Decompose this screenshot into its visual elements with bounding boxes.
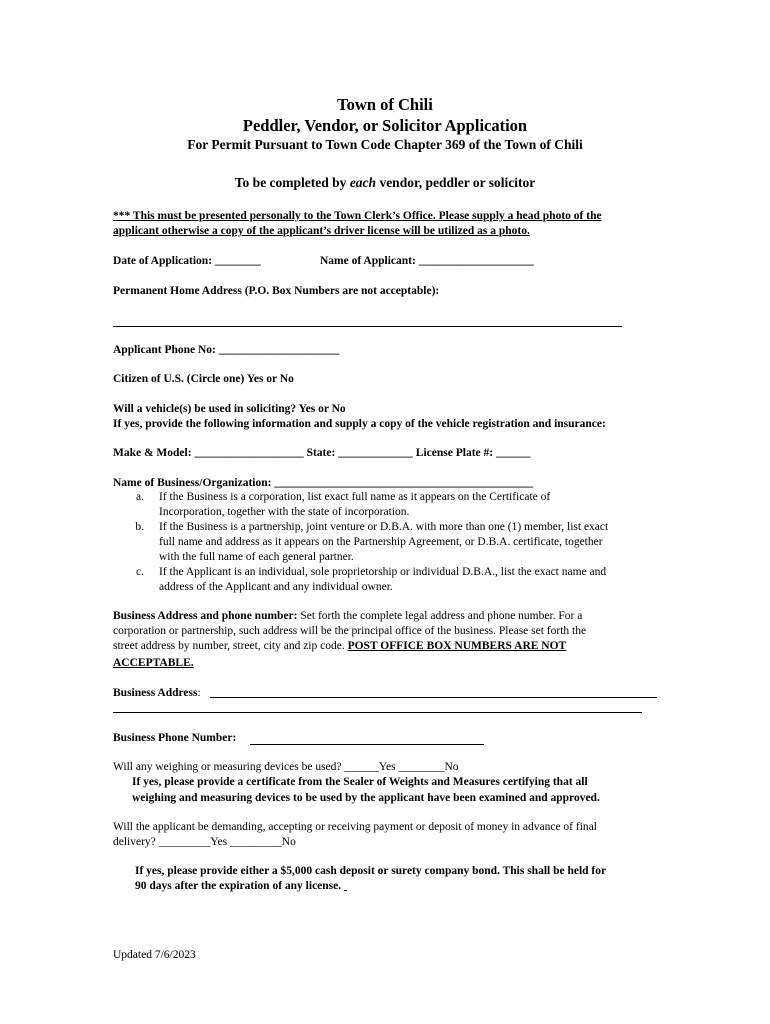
permit-line: For Permit Pursuant to Town Code Chapter 369 of the Town of Chili (187, 137, 583, 152)
weighing-question[interactable]: Will any weighing or measuring devices be used? ______Yes ________No (113, 761, 459, 773)
business-address-para-line-1 (113, 610, 582, 622)
business-phone-label: Business Phone Number: (113, 732, 237, 744)
list-marker: a. (136, 491, 144, 503)
list-text: address of the Applicant and any individual owner. (159, 581, 393, 593)
payment-question-2[interactable]: delivery? _________Yes _________No (113, 836, 296, 848)
date-of-application-field[interactable]: Date of Application: ________ (113, 255, 261, 267)
make-model-field[interactable]: Make & Model: ___________________ State: _____________ License Plate #: ______ (113, 447, 531, 459)
list-text: Incorporation, together with the state of incorporation. (159, 506, 410, 518)
po-box-warning: POST OFFICE BOX NUMBERS ARE NOT (347, 640, 567, 652)
weighing-note-2: weighing and measuring devices to be used by the applicant have been examined and approved. (132, 792, 600, 804)
payment-question-1: Will the applicant be demanding, accepting or receiving payment or deposit of money in advance of final (113, 821, 597, 833)
list-marker: c. (136, 566, 144, 578)
completed-suffix: vendor, peddler or solicitor (376, 175, 536, 190)
weighing-note-1: If yes, please provide a certificate from the Sealer of Weights and Measures certifying that all (132, 776, 588, 788)
business-address-para-line-3 (113, 640, 566, 652)
completed-each: each (349, 175, 377, 190)
business-address-line-2[interactable] (113, 712, 642, 713)
name-of-applicant-field[interactable]: Name of Applicant: ____________________ (320, 255, 534, 267)
page-title: Town of Chili (337, 95, 433, 114)
list-text: with the full name of each general partner. (159, 551, 354, 563)
business-address-para-line-2: corporation or partnership, such address will be the principal office of the business. Please set forth the (113, 625, 587, 637)
po-box-warning-2: ACCEPTABLE. (113, 657, 194, 669)
payment-note-1: If yes, please provide either a $5,000 cash deposit or surety company bond. This shall be held for (135, 865, 607, 877)
home-address-line[interactable] (113, 326, 622, 327)
completed-by-line (0, 175, 770, 191)
payment-note-2-blank (344, 880, 347, 892)
business-name-field[interactable]: Name of Business/Organization: _____________________________________________ (113, 477, 534, 489)
notice-line-2: applicant otherwise a copy of the applicant’s driver license will be utilized as a photo. (113, 225, 530, 237)
list-text: If the Applicant is an individual, sole proprietorship or individual D.B.A., list the exact name and (159, 566, 607, 578)
notice-line-1: *** This must be presented personally to the Town Clerk’s Office. Please supply a head photo of the (113, 210, 602, 222)
payment-note-2-text: 90 days after the expiration of any license. (135, 880, 345, 892)
list-marker: b. (135, 521, 144, 533)
business-address-label: Business Address (113, 687, 198, 699)
business-address-colon: : (197, 687, 201, 699)
business-address-text-1: Set forth the complete legal address and phone number. For a (297, 610, 583, 622)
business-address-text-3: street address by number, street, city and zip code. (113, 640, 348, 652)
payment-note-2 (135, 880, 347, 892)
business-phone-line[interactable] (250, 744, 484, 745)
business-address-line-1[interactable] (210, 697, 657, 698)
list-text: If the Business is a partnership, joint venture or D.B.A. with more than one (1) member, list exact (159, 521, 609, 533)
vehicle-info-instruction: If yes, provide the following information and supply a copy of the vehicle registration and insurance: (113, 418, 606, 430)
vehicle-question[interactable]: Will a vehicle(s) be used in soliciting? Yes or No (113, 403, 346, 415)
list-text: full name and address as it appears on the Partnership Agreement, or D.B.A. certificate, together (159, 536, 603, 548)
business-address-field[interactable] (113, 687, 201, 699)
business-address-heading: Business Address and phone number: (113, 610, 298, 622)
citizen-field[interactable]: Citizen of U.S. (Circle one) Yes or No (113, 373, 294, 385)
applicant-phone-field[interactable]: Applicant Phone No: _____________________ (113, 344, 340, 356)
page-subtitle: Peddler, Vendor, or Solicitor Application (242, 116, 528, 135)
list-text: If the Business is a corporation, list exact full name as it appears on the Certificate of (159, 491, 551, 503)
updated-date: Updated 7/6/2023 (113, 949, 196, 961)
home-address-label: Permanent Home Address (P.O. Box Numbers are not acceptable): (113, 285, 440, 297)
completed-prefix: To be completed by (234, 175, 350, 190)
